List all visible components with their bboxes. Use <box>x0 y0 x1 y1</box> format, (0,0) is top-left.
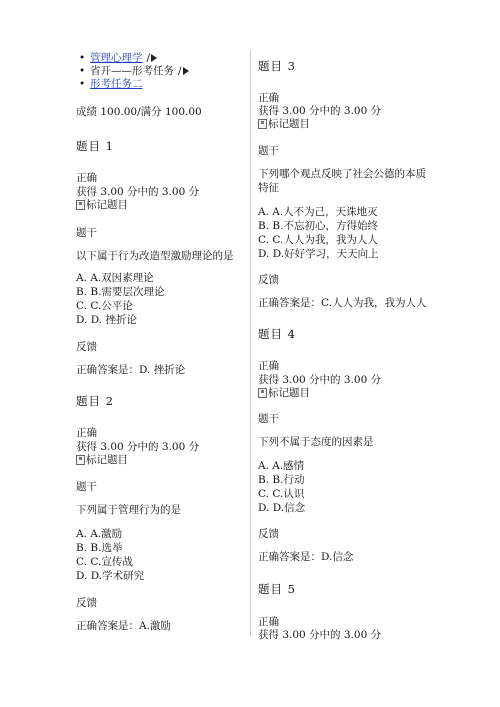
question-title: 题目 1 <box>76 139 114 153</box>
breadcrumb-separator: / <box>146 52 151 64</box>
score-summary: 成绩 100.00/满分 100.00 <box>76 106 202 118</box>
breadcrumb <box>79 52 189 91</box>
answer-option: B. B.行动 <box>258 474 305 486</box>
question-score: 获得 3.00 分中的 3.00 分 <box>258 629 382 641</box>
flag-label: 标记题目 <box>86 454 128 466</box>
breadcrumb-item <box>79 65 189 78</box>
stem-label: 题干 <box>76 227 97 239</box>
question-score: 获得 3.00 分中的 3.00 分 <box>76 186 200 198</box>
column-divider <box>250 50 251 636</box>
answer-option: A. A.激励 <box>76 528 123 540</box>
play-triangle-icon <box>151 54 157 62</box>
answer-option: D. D.学术研究 <box>76 570 145 582</box>
question-title: 题目 5 <box>258 582 296 596</box>
correct-answer: 正确答案是：D.信念 <box>258 551 354 563</box>
flag-icon <box>258 119 267 129</box>
answer-option: C. C.宣传战 <box>76 556 133 568</box>
flag-label: 标记题目 <box>268 118 310 130</box>
question-stem-line: 下列哪个观点反映了社会公德的本质 <box>258 168 426 180</box>
question-title: 题目 4 <box>258 327 296 341</box>
question-score: 获得 3.00 分中的 3.00 分 <box>258 105 382 117</box>
correct-answer: 正确答案是：A.激励 <box>76 620 171 632</box>
bullet-icon: • <box>79 52 86 64</box>
bullet-icon: • <box>79 65 86 77</box>
breadcrumb-separator: / <box>178 65 182 77</box>
breadcrumb-link-task[interactable]: 形考任务二 <box>90 78 143 90</box>
question-status: 正确 <box>258 92 279 104</box>
flag-label: 标记题目 <box>268 387 310 399</box>
feedback-label: 反馈 <box>258 274 279 286</box>
question-status: 正确 <box>258 360 279 372</box>
stem-label: 题干 <box>258 145 279 157</box>
stem-label: 题干 <box>258 413 279 425</box>
bullet-icon: • <box>79 78 86 90</box>
flag-question-button[interactable] <box>76 197 128 212</box>
feedback-label: 反馈 <box>76 597 97 609</box>
answer-option: B. B.需要层次理论 <box>76 286 165 298</box>
question-stem: 下列属于管理行为的是 <box>76 504 181 516</box>
flag-icon <box>76 455 85 465</box>
answer-option: C. C.认识 <box>258 488 305 500</box>
question-score: 获得 3.00 分中的 3.00 分 <box>76 441 200 453</box>
answer-option: A. A.人不为己，天诛地灭 <box>258 206 378 218</box>
correct-answer: 正确答案是：C.人人为我，我为人人 <box>258 297 427 309</box>
feedback-label: 反馈 <box>76 341 97 353</box>
play-triangle-icon <box>183 67 189 75</box>
question-stem: 以下属于行为改造型激励理论的是 <box>76 250 234 262</box>
flag-label: 标记题目 <box>86 199 128 211</box>
flag-question-button[interactable] <box>258 116 310 131</box>
breadcrumb-text-section: 省开——形考任务 <box>90 65 174 77</box>
answer-option: C. C.人人为我，我为人人 <box>258 234 378 246</box>
answer-option: C. C.公平论 <box>76 300 133 312</box>
answer-option: B. B.选举 <box>76 542 123 554</box>
answer-option: D. D.信念 <box>258 502 306 514</box>
question-stem: 下列不属于态度的因素是 <box>258 436 374 448</box>
correct-answer: 正确答案是：D. 挫折论 <box>76 364 186 376</box>
question-title: 题目 3 <box>258 59 296 73</box>
answer-option: A. A.感情 <box>258 460 305 472</box>
question-title: 题目 2 <box>76 394 114 408</box>
breadcrumb-item[interactable] <box>79 78 189 91</box>
answer-option: B. B.不忘初心，方得始终 <box>258 220 378 232</box>
flag-question-button[interactable] <box>76 452 128 467</box>
question-stem-line: 特征 <box>258 182 279 194</box>
answer-option: A. A.双因素理论 <box>76 272 154 284</box>
question-status: 正确 <box>76 172 97 184</box>
question-status: 正确 <box>76 427 97 439</box>
answer-option: D. D.好好学习，天天向上 <box>258 248 379 260</box>
question-status: 正确 <box>258 616 279 628</box>
flag-question-button[interactable] <box>258 385 310 400</box>
question-score: 获得 3.00 分中的 3.00 分 <box>258 374 382 386</box>
flag-icon <box>258 388 267 398</box>
stem-label: 题干 <box>76 481 97 493</box>
breadcrumb-link-course[interactable]: 管理心理学 <box>90 52 143 64</box>
flag-icon <box>76 200 85 210</box>
feedback-label: 反馈 <box>258 528 279 540</box>
breadcrumb-item[interactable] <box>79 52 189 65</box>
answer-option: D. D. 挫折论 <box>76 314 137 326</box>
